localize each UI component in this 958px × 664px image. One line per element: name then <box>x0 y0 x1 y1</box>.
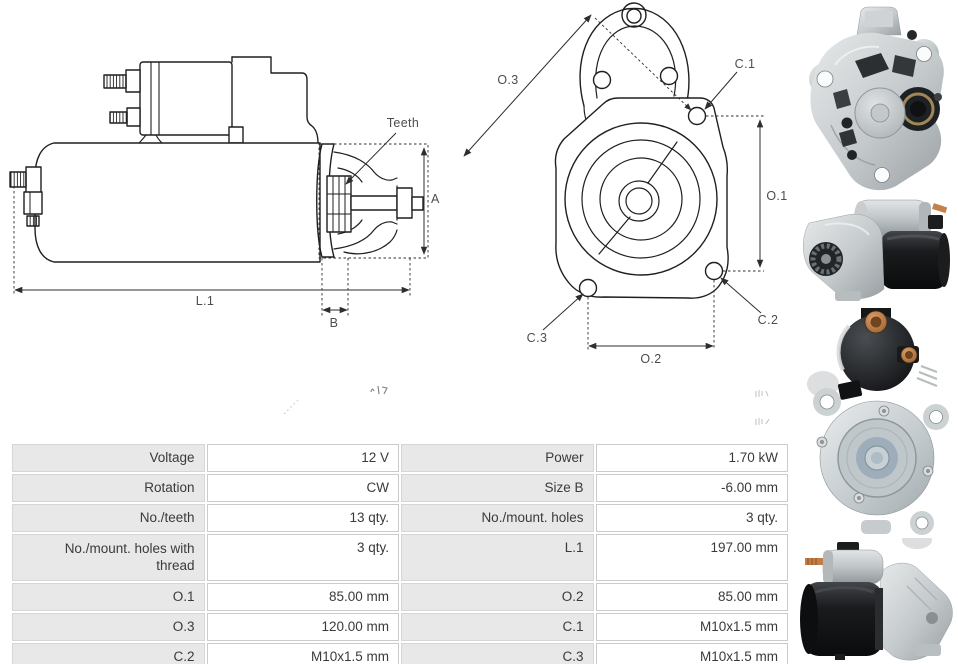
dim-label-a: A <box>431 192 440 206</box>
spec-table <box>10 442 790 664</box>
spec-value: 12 V <box>207 444 400 472</box>
solenoid-rear-view-photo <box>805 308 955 536</box>
spec-value: M10x1.5 mm <box>596 643 789 664</box>
spec-row <box>12 643 788 664</box>
spec-value: 13 qty. <box>207 504 400 532</box>
spec-label: O.1 <box>12 583 205 611</box>
dim-label-o1: O.1 <box>766 189 788 203</box>
spec-label: No./mount. holes with thread <box>12 534 205 581</box>
spec-value: 1.70 kW <box>596 444 789 472</box>
side-view-part-outline <box>10 57 423 262</box>
spec-value: 120.00 mm <box>207 613 400 641</box>
spec-value: 85.00 mm <box>207 583 400 611</box>
drive-end-housing-photo <box>795 5 958 195</box>
dim-label-o2: O.2 <box>640 352 662 366</box>
artifact-ticks-1 <box>754 389 770 399</box>
teeth-label: Teeth <box>386 116 420 130</box>
spec-label: L.1 <box>401 534 594 581</box>
spec-label: C.2 <box>12 643 205 664</box>
front-view-part-outline <box>555 3 728 298</box>
artifact-dotted-line <box>283 398 301 416</box>
spec-value: 197.00 mm <box>596 534 789 581</box>
spec-label: O.2 <box>401 583 594 611</box>
spec-label: Rotation <box>12 474 205 502</box>
spec-label: Voltage <box>12 444 205 472</box>
spec-row <box>12 583 788 611</box>
dim-label-o3: O.3 <box>497 73 519 87</box>
spec-value: M10x1.5 mm <box>596 613 789 641</box>
spec-label: Power <box>401 444 594 472</box>
artifact-smudge <box>368 383 390 397</box>
spec-row <box>12 534 788 581</box>
front-view-drawing <box>440 0 800 380</box>
dim-label-c3: C.3 <box>526 331 548 345</box>
side-profile-photo <box>795 195 955 307</box>
spec-row <box>12 474 788 502</box>
spec-label: Size B <box>401 474 594 502</box>
spec-value: 3 qty. <box>207 534 400 581</box>
spec-row <box>12 444 788 472</box>
spec-label: O.3 <box>12 613 205 641</box>
spec-label: No./mount. holes <box>401 504 594 532</box>
spec-value: 85.00 mm <box>596 583 789 611</box>
side-view-drawing <box>0 0 460 340</box>
spec-label: C.3 <box>401 643 594 664</box>
spec-value: -6.00 mm <box>596 474 789 502</box>
spec-value: M10x1.5 mm <box>207 643 400 664</box>
spec-row <box>12 504 788 532</box>
spec-label: No./teeth <box>12 504 205 532</box>
dim-label-b: B <box>329 316 339 330</box>
dim-label-l1: L.1 <box>195 294 215 308</box>
spec-value: 3 qty. <box>596 504 789 532</box>
dim-label-c1: C.1 <box>734 57 756 71</box>
three-quarter-view-photo <box>795 538 958 662</box>
spec-value: CW <box>207 474 400 502</box>
spec-row <box>12 613 788 641</box>
spec-label: C.1 <box>401 613 594 641</box>
artifact-ticks-2 <box>754 417 770 427</box>
dim-label-c2: C.2 <box>757 313 779 327</box>
